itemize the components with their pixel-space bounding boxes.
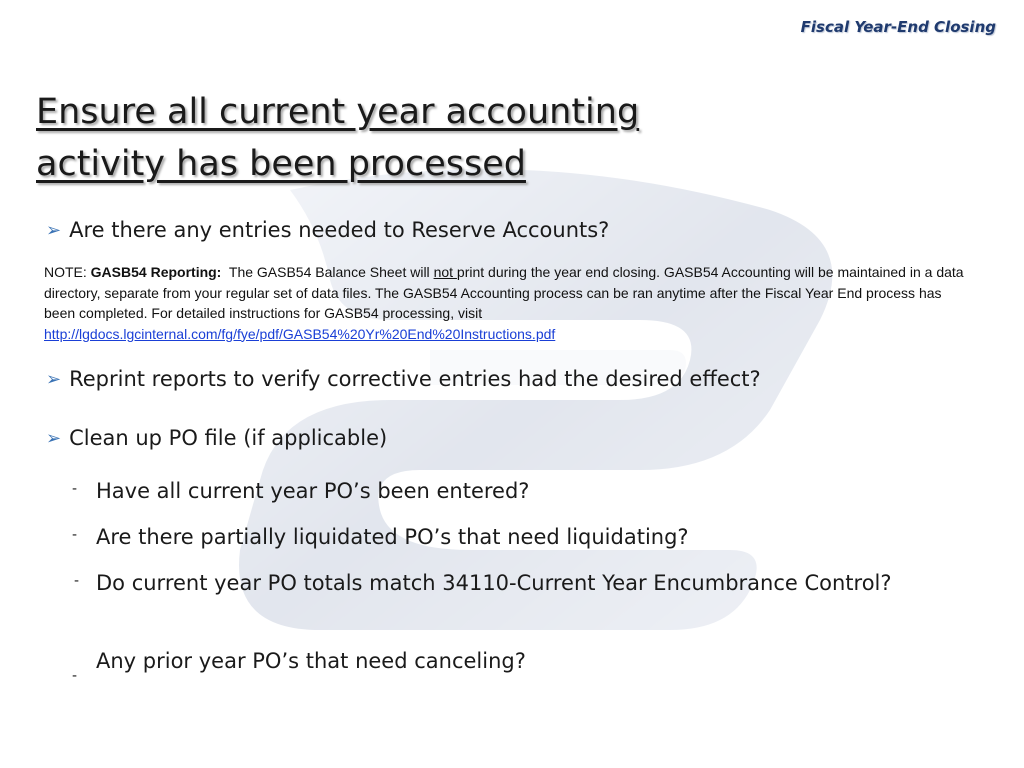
bullet-text: Are there any entries needed to Reserve Accounts?: [69, 218, 610, 242]
instructions-link[interactable]: http://lgdocs.lgcinternal.com/fg/fye/pdf/GASB54%20Yr%20End%20Instructions.pdf: [44, 325, 556, 342]
note-prefix: NOTE:: [44, 264, 91, 280]
arrow-bullet-icon: ➢: [46, 219, 62, 241]
sub-item-text: Are there partially liquidated PO’s that need liquidating?: [96, 525, 689, 549]
sub-item: [70, 568, 970, 598]
header-title: Fiscal Year-End Closing: [800, 18, 996, 36]
gasb54-note: [44, 262, 964, 344]
slide-title: [36, 86, 736, 190]
bullet-clean-up-po: [46, 426, 387, 450]
note-text-1: The GASB54 Balance Sheet will: [221, 264, 434, 280]
dash-bullet-icon: -: [72, 481, 78, 497]
bullet-text: Reprint reports to verify corrective entries had the desired effect?: [69, 367, 761, 391]
sub-item-text: Any prior year PO’s that need canceling?: [96, 649, 526, 673]
bullet-reserve-accounts: [46, 218, 609, 242]
bullet-text: Clean up PO file (if applicable): [69, 426, 388, 450]
note-bold-label: GASB54 Reporting:: [90, 264, 222, 280]
sub-item: [72, 646, 992, 684]
slide-title-line-2: activity has been processed: [36, 144, 526, 184]
dash-bullet-icon: -: [74, 573, 80, 589]
note-underlined-word: not: [433, 264, 457, 280]
sub-item-text: Do current year PO totals match 34110-Current Year Encumbrance Control?: [96, 571, 892, 595]
slide-title-line-1: Ensure all current year accounting: [36, 92, 640, 132]
note-text-2: print during the year end closing. GASB54 Accounting will be maintained in a data directory, separate from your regular set of data files. The GASB54 Accounting process can be ran anytime after the Fiscal Year End process has been completed. For detailed instructions for GASB54 processing, visit: [44, 264, 964, 321]
arrow-bullet-icon: ➢: [46, 368, 62, 390]
arrow-bullet-icon: ➢: [46, 427, 62, 449]
bullet-reprint-reports: [46, 367, 761, 391]
sub-item-text: Have all current year PO’s been entered?: [96, 479, 530, 503]
dash-bullet-icon: -: [72, 527, 78, 543]
dash-bullet-icon: -: [72, 668, 78, 684]
sub-item: [72, 476, 992, 506]
sub-item: [72, 522, 992, 552]
